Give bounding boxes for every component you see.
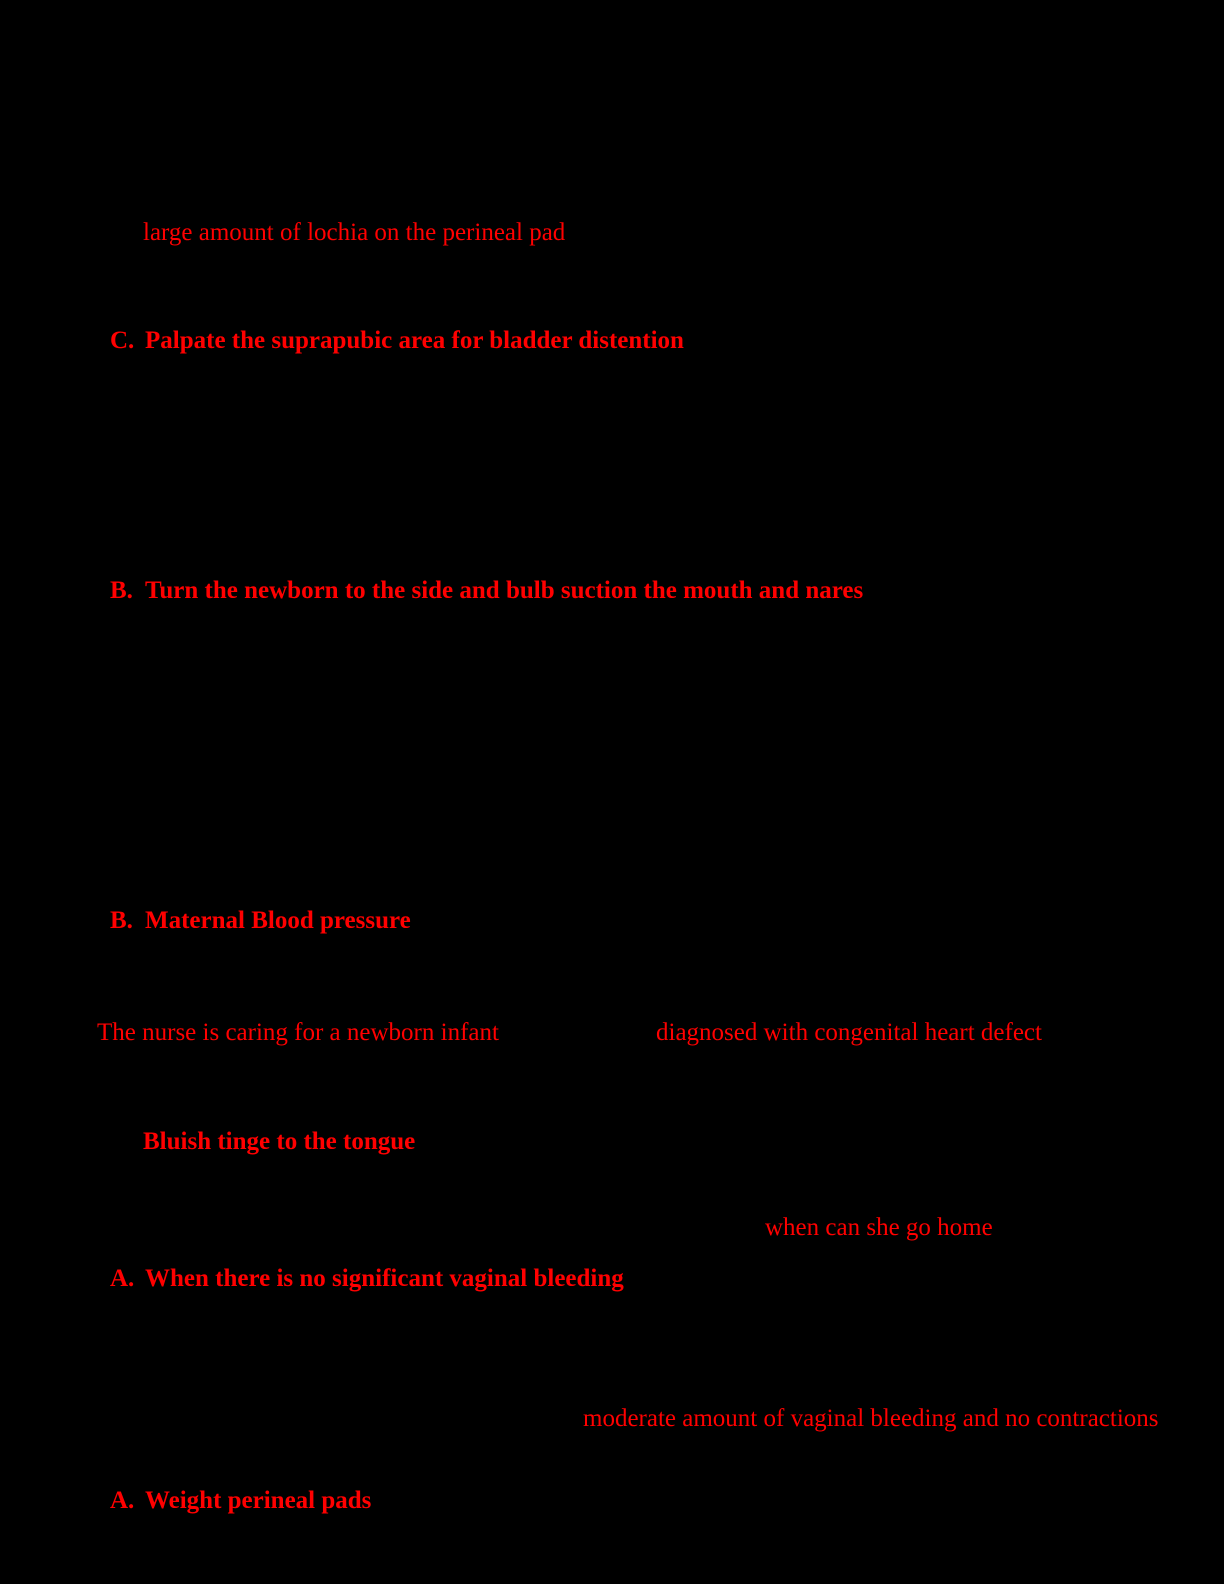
option-text: When there is no significant vaginal bleeding (145, 1265, 624, 1292)
option-line-c-palpate (110, 326, 684, 356)
option-line-a-no-bleeding (110, 1264, 624, 1294)
question-text: moderate amount of vaginal bleeding and no contractions (583, 1405, 1159, 1432)
option-text: Maternal Blood pressure (145, 907, 411, 934)
question-text: diagnosed with congenital heart defect (656, 1019, 1042, 1046)
question-text: when can she go home (765, 1214, 993, 1241)
answer-text: Bluish tinge to the tongue (143, 1128, 416, 1155)
option-letter: A. (110, 1487, 135, 1514)
option-letter: B. (110, 907, 133, 934)
answer-line-lochia (143, 218, 565, 248)
option-letter: A. (110, 1265, 135, 1292)
option-letter: C. (110, 327, 135, 354)
question-line-moderate-bleeding (583, 1404, 1159, 1434)
option-letter: B. (110, 577, 133, 604)
option-line-b-turn-newborn (110, 576, 863, 606)
option-line-a-weight-pads (110, 1486, 371, 1516)
question-line-newborn-intro (97, 1018, 499, 1048)
question-line-newborn-diagnosis (656, 1018, 1042, 1048)
answer-line-bluish-tinge (143, 1127, 415, 1157)
option-text: Weight perineal pads (145, 1487, 372, 1514)
question-line-go-home (765, 1213, 993, 1243)
question-text: The nurse is caring for a newborn infant (97, 1019, 499, 1046)
answer-text: large amount of lochia on the perineal pad (143, 219, 566, 246)
option-text: Turn the newborn to the side and bulb suction the mouth and nares (145, 577, 864, 604)
option-line-b-maternal-bp (110, 906, 411, 936)
option-text: Palpate the suprapubic area for bladder distention (145, 327, 684, 354)
